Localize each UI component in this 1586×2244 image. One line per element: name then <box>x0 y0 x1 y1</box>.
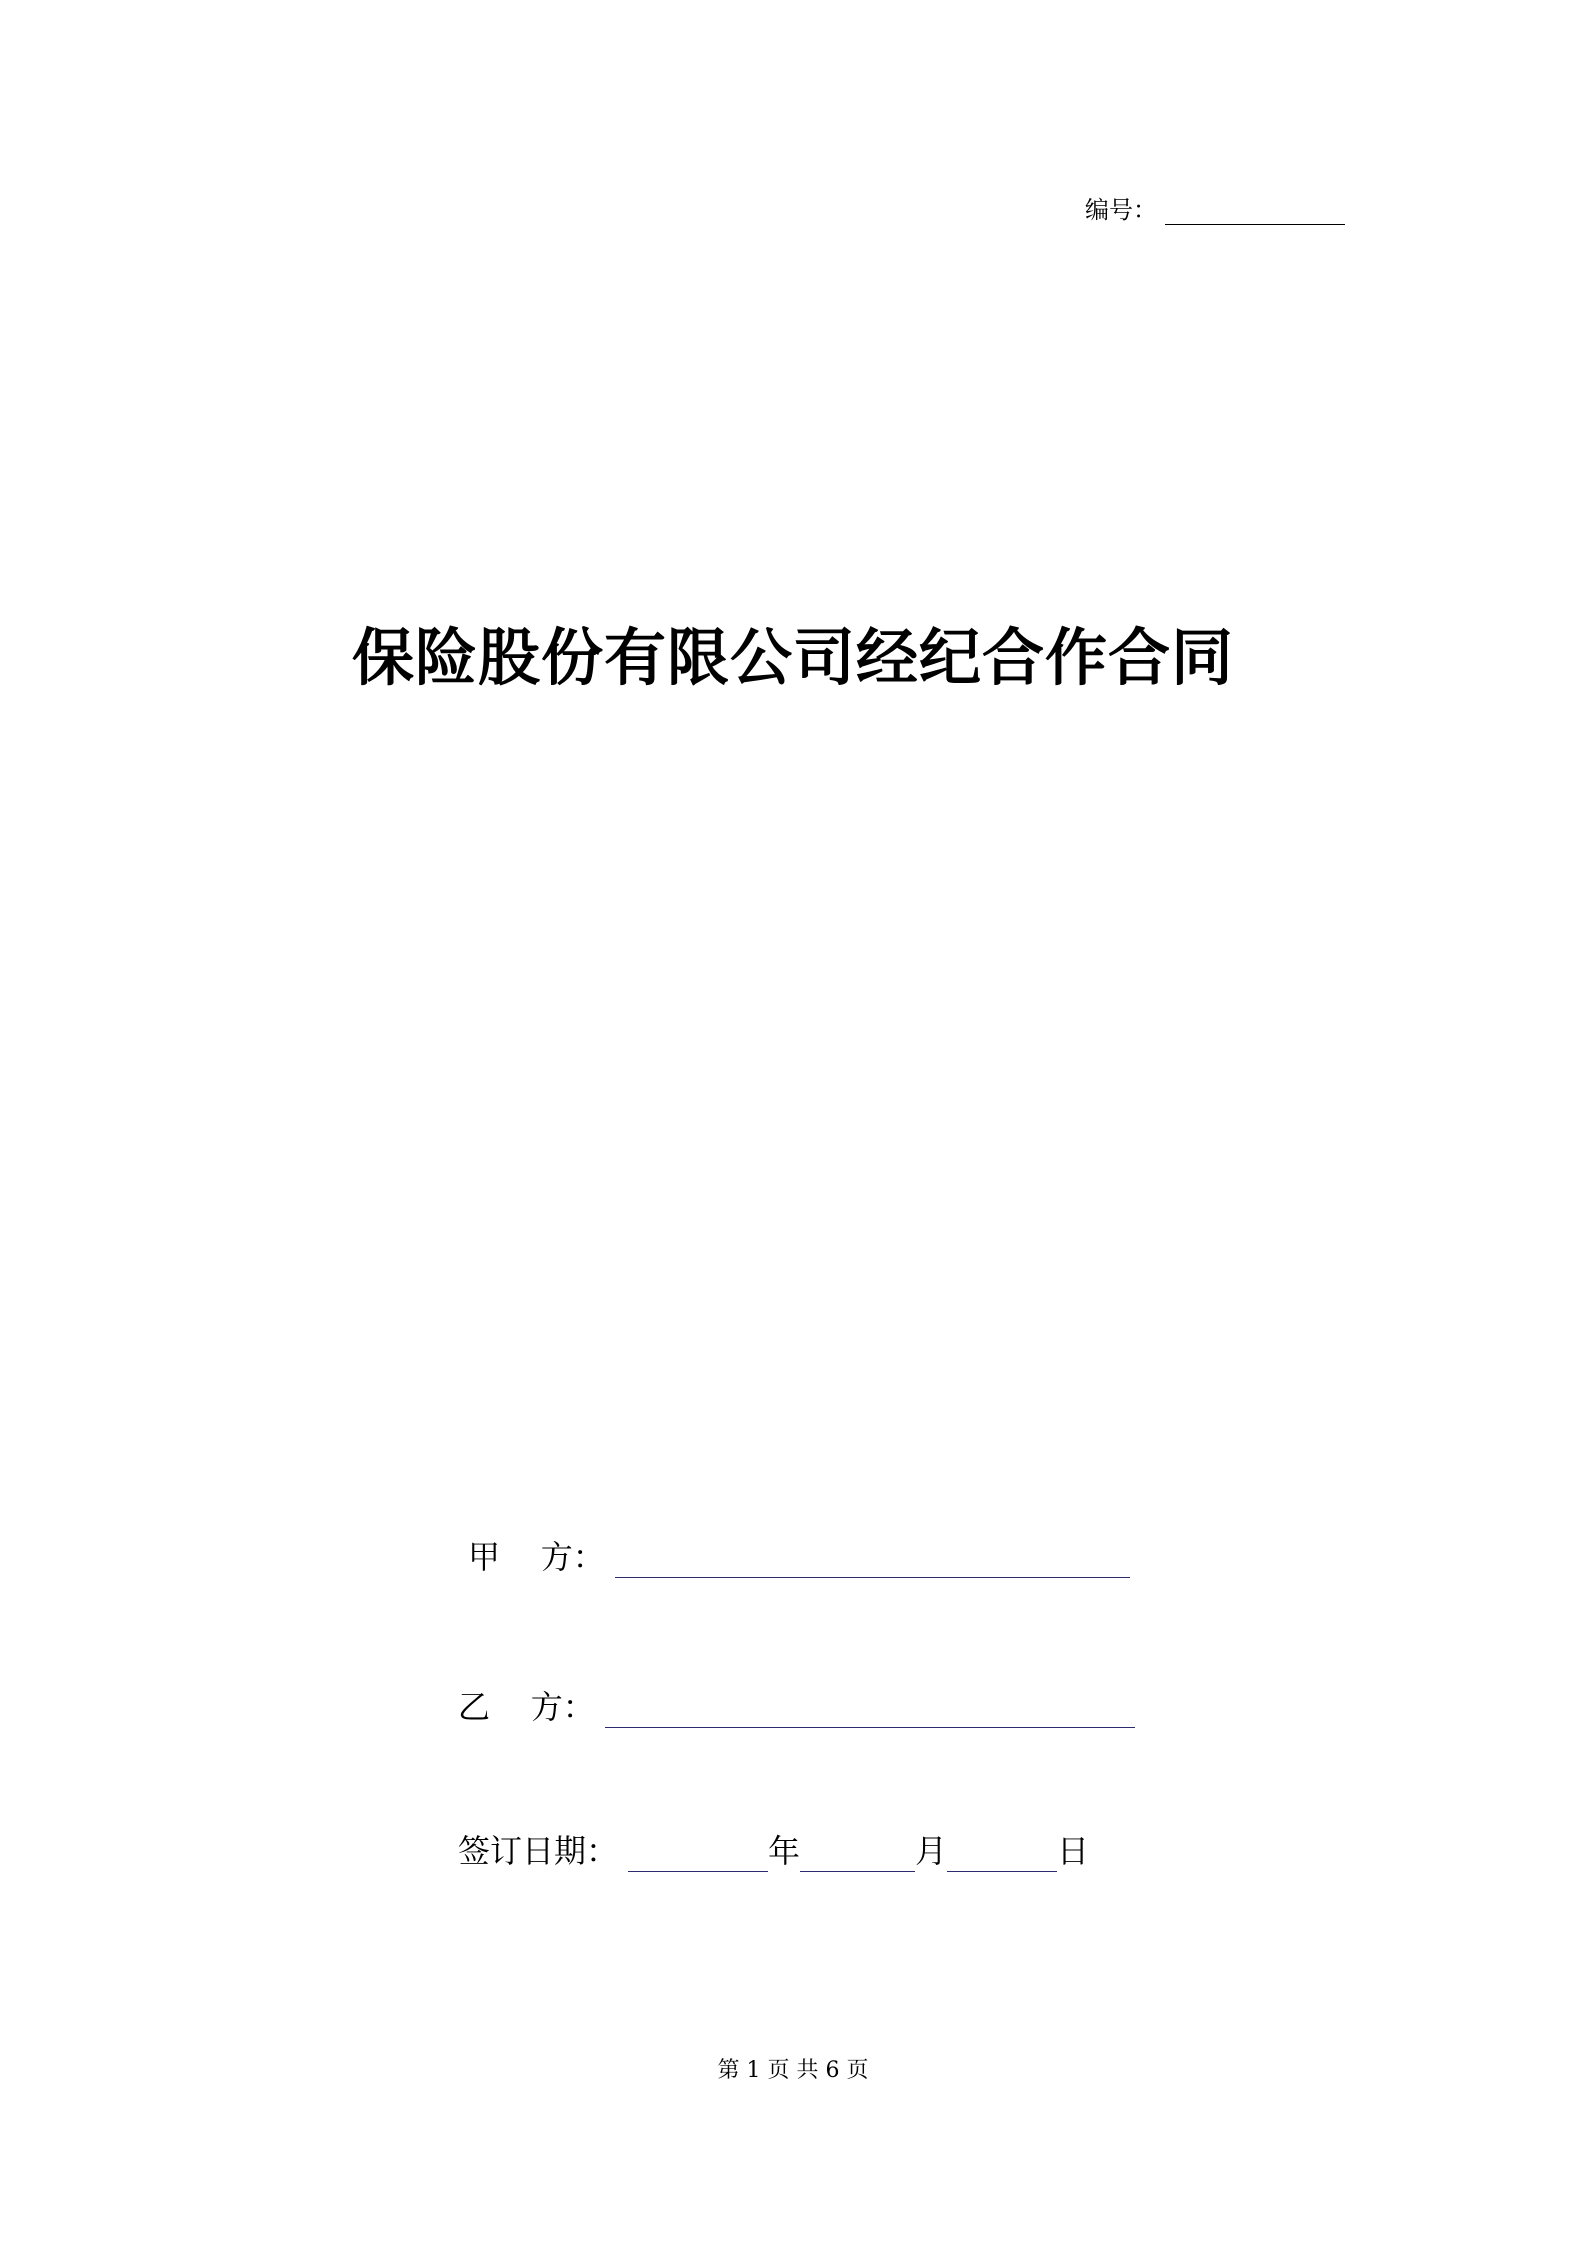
signing-date-label: 签订日期： <box>458 1832 619 1870</box>
party-a-row <box>468 1532 1130 1578</box>
party-b-blank <box>605 1697 1135 1728</box>
document-title: 保险股份有限公司经纪合作合同 <box>351 621 1234 694</box>
party-a-label: 甲 方： <box>468 1538 605 1576</box>
serial-number-row <box>1085 190 1345 225</box>
day-label: 日 <box>1057 1832 1090 1870</box>
year-blank <box>628 1841 768 1872</box>
serial-number-blank <box>1165 204 1345 225</box>
year-label: 年 <box>768 1832 801 1870</box>
serial-number-label: 编号： <box>1085 196 1157 224</box>
page-number-footer: 第 1 页 共 6 页 <box>717 2058 869 2083</box>
party-a-blank <box>615 1547 1130 1578</box>
day-blank <box>947 1841 1057 1872</box>
month-label: 月 <box>915 1832 948 1870</box>
party-b-label: 乙 方： <box>458 1688 595 1726</box>
signing-date-row <box>458 1826 1089 1872</box>
month-blank <box>800 1841 915 1872</box>
party-b-row <box>458 1682 1135 1728</box>
